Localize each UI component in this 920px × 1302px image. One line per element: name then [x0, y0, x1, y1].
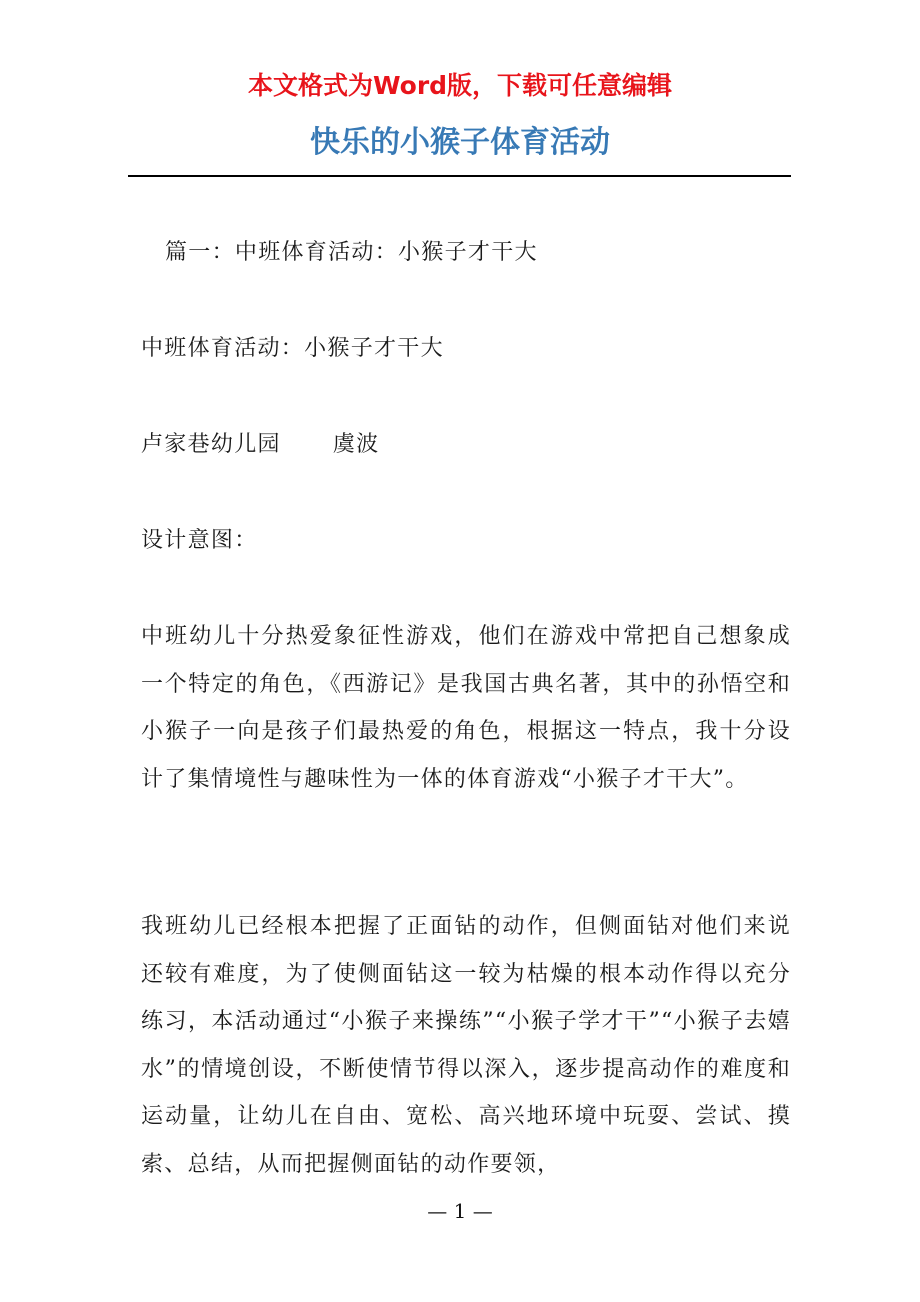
- activity-subtitle: 中班体育活动：小猴子才干大: [141, 336, 444, 361]
- section-heading: 篇一：中班体育活动：小猴子才干大: [165, 240, 538, 265]
- format-notice: 本文格式为Word版，下载可任意编辑: [247, 71, 673, 100]
- author-name: 虞波: [332, 432, 380, 457]
- page-number: — 1 —: [427, 1199, 493, 1223]
- author-line: [141, 421, 791, 469]
- paragraph-activity-approach: 我班幼儿已经根本把握了正面钻的动作，但侧面钻对他们来说还较有难度，为了使侧面钻这一较为枯燥的根本动作得以充分练习，本活动通过“小猴子来操练”“小猴子学才干”“小猴子去嬉水”的情境创设，不断使情节得以深入，逐步提高动作的难度和运动量，让幼儿在自由、宽松、高兴地环境中玩耍、尝试、摸索、总结，从而把握侧面钻的动作要领，: [141, 914, 791, 1177]
- title-divider: [128, 175, 791, 177]
- design-intent-label: 设计意图：: [141, 528, 258, 553]
- document-title: 快乐的小猴子体育活动: [310, 125, 610, 160]
- paragraph-design-intent: 中班幼儿十分热爱象征性游戏，他们在游戏中常把自己想象成一个特定的角色，《西游记》是我国古典名著，其中的孙悟空和小猴子一向是孩子们最热爱的角色，根据这一特点，我十分设计了集情境性与趣味性为一体的体育游戏“小猴子才干大”。: [141, 624, 791, 792]
- school-name: 卢家巷幼儿园: [141, 432, 281, 457]
